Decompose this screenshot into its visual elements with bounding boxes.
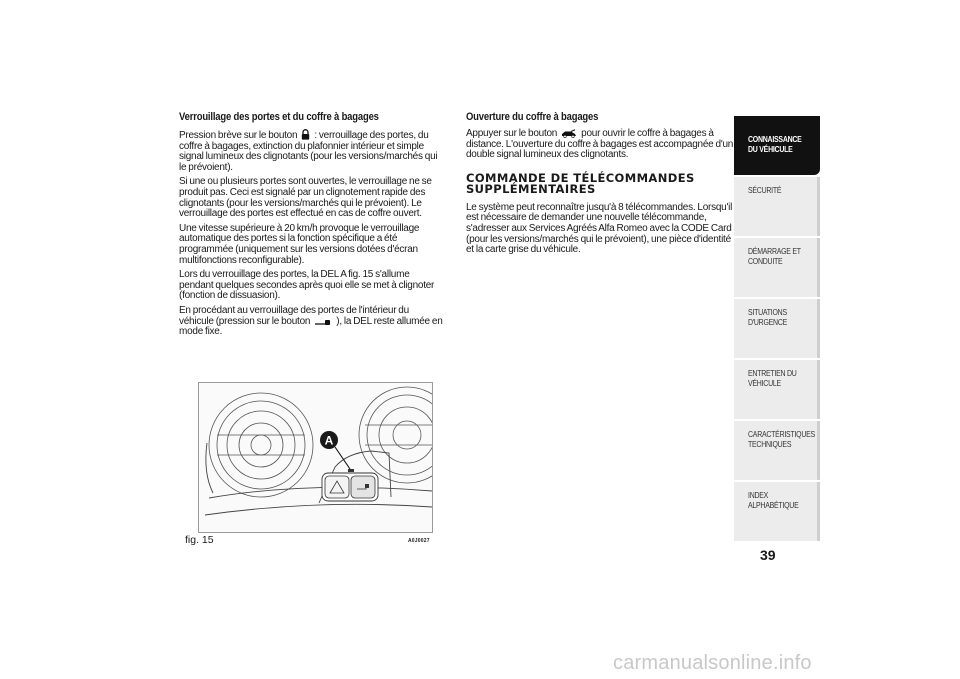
tab-label-line-2: VÉHICULE: [748, 378, 781, 388]
tab-edge: [817, 238, 820, 297]
callout-a-label: A: [324, 433, 334, 448]
figure-15: [198, 382, 433, 533]
door-lock-button-icon: [314, 317, 332, 326]
chapter-sidebar: [734, 116, 820, 543]
section-title-line-1: COMMANDE DE TÉLÉCOMMANDES: [466, 170, 695, 185]
paragraph-led: Lors du verrouillage des portes, la DEL A fig. 15 s'allume pendant quelques secondes après quoi elle se met à clignoter (fonction de dissuasion).: [179, 269, 435, 302]
tab-label-line-2: DU VÉHICULE: [748, 144, 793, 154]
tab-edge: [817, 299, 820, 358]
left-column: [179, 111, 443, 342]
tab-edge: [817, 482, 820, 541]
tab-situations-urgence[interactable]: [734, 299, 820, 358]
text-fragment: Appuyer sur le bouton: [466, 128, 558, 139]
tab-label-line-2: D'URGENCE: [748, 317, 788, 327]
tab-entretien-vehicule[interactable]: [734, 360, 820, 419]
text-fragment: Pression brève sur le bouton: [179, 130, 298, 141]
tab-connaissance-vehicule[interactable]: [734, 116, 820, 175]
tab-label-line-1: DÉMARRAGE ET: [748, 246, 801, 256]
tab-edge: [817, 177, 820, 236]
heading-door-lock: Verrouillage des portes et du coffre à bagages: [179, 111, 379, 123]
paragraph-doors-open: Si une ou plusieurs portes sont ouvertes, le verrouillage ne se produit pas. Ceci est signalé par un clignotement rapide des clignotants (pour les versions/marchés qui le prévoient). Le verrouillage des portes est effectué en cas de coffre ouvert.: [179, 176, 432, 220]
tab-label-line-2: ALPHABÉTIQUE: [748, 500, 799, 510]
figure-code: A0J0027: [408, 538, 430, 544]
tab-label-line-1: SÉCURITÉ: [748, 185, 782, 195]
tab-securite[interactable]: [734, 177, 820, 236]
tab-label-line-1: CARACTÉRISTIQUES: [748, 429, 815, 439]
paragraph-auto-lock: Une vitesse supérieure à 20 km/h provoque le verrouillage automatique des portes si la fonction spécifique a été programmée (uniquement sur les versions dotées d'écran multifonctions reconfigurable).: [179, 222, 420, 266]
text-fragment: ), la DEL reste allumée en mode fixe.: [179, 315, 443, 338]
tab-edge: [817, 360, 820, 419]
page-number: 39: [760, 547, 776, 563]
callout-line: [335, 447, 350, 469]
car-trunk-icon: [561, 129, 577, 138]
right-air-vent: [359, 387, 432, 483]
paragraph-inside-lock: [179, 306, 443, 338]
padlock-icon: [301, 129, 310, 140]
text-fragment: : verrouillage des portes, du coffre à bagages, extinction du plafonnier intérieur et simple signal lumineux des clignotants (pour les versions/marchés qui le prévoient).: [179, 130, 438, 173]
section-title-remotes: [466, 170, 734, 196]
tab-demarrage-conduite[interactable]: [734, 238, 820, 297]
tab-index-alphabetique[interactable]: [734, 482, 820, 541]
right-column: [466, 111, 734, 260]
tab-label-line-2: CONDUITE: [748, 256, 783, 266]
figure-caption: fig. 15: [185, 534, 214, 546]
heading-trunk-opening: Ouverture du coffre à bagages: [466, 111, 599, 123]
text-fragment: pour ouvrir le coffre à bagages à distance. L'ouverture du coffre à bagages est accompagnée d'un double signal lumineux des clignotants.: [466, 128, 734, 161]
paragraph-trunk-open: [466, 129, 734, 161]
tab-label-line-1: ENTRETIEN DU: [748, 368, 797, 378]
tab-label-line-1: SITUATIONS: [748, 307, 787, 317]
watermark: carmanualsonline.info: [613, 652, 812, 674]
text-fragment: En procédant au verrouillage des portes de l'intérieur du véhicule (pression sur le bouton: [179, 304, 409, 327]
tab-label-line-1: INDEX: [748, 490, 769, 500]
paragraph-remotes: Le système peut reconnaître jusqu'à 8 télécommandes. Lorsqu'il est nécessaire de demander une nouvelle télécommande, s'adresser aux Services Agréés Alfa Romeo avec la CODE Card (pour les versions/marchés qui le prévoient), une pièce d'identité et la carte grise du véhicule.: [466, 201, 733, 256]
section-title-line-2: SUPPLÉMENTAIRES: [466, 181, 596, 196]
tab-edge: [817, 421, 820, 480]
tab-label-line-2: TECHNIQUES: [748, 439, 792, 449]
paragraph-lock-press: [179, 129, 443, 173]
tab-caracteristiques-techniques[interactable]: [734, 421, 820, 480]
dashboard-illustration: [199, 383, 432, 532]
tab-label-line-1: CONNAISSANCE: [748, 134, 802, 144]
button-panel: [322, 469, 378, 501]
led-indicator: [348, 469, 354, 472]
left-air-vent: [209, 393, 313, 497]
